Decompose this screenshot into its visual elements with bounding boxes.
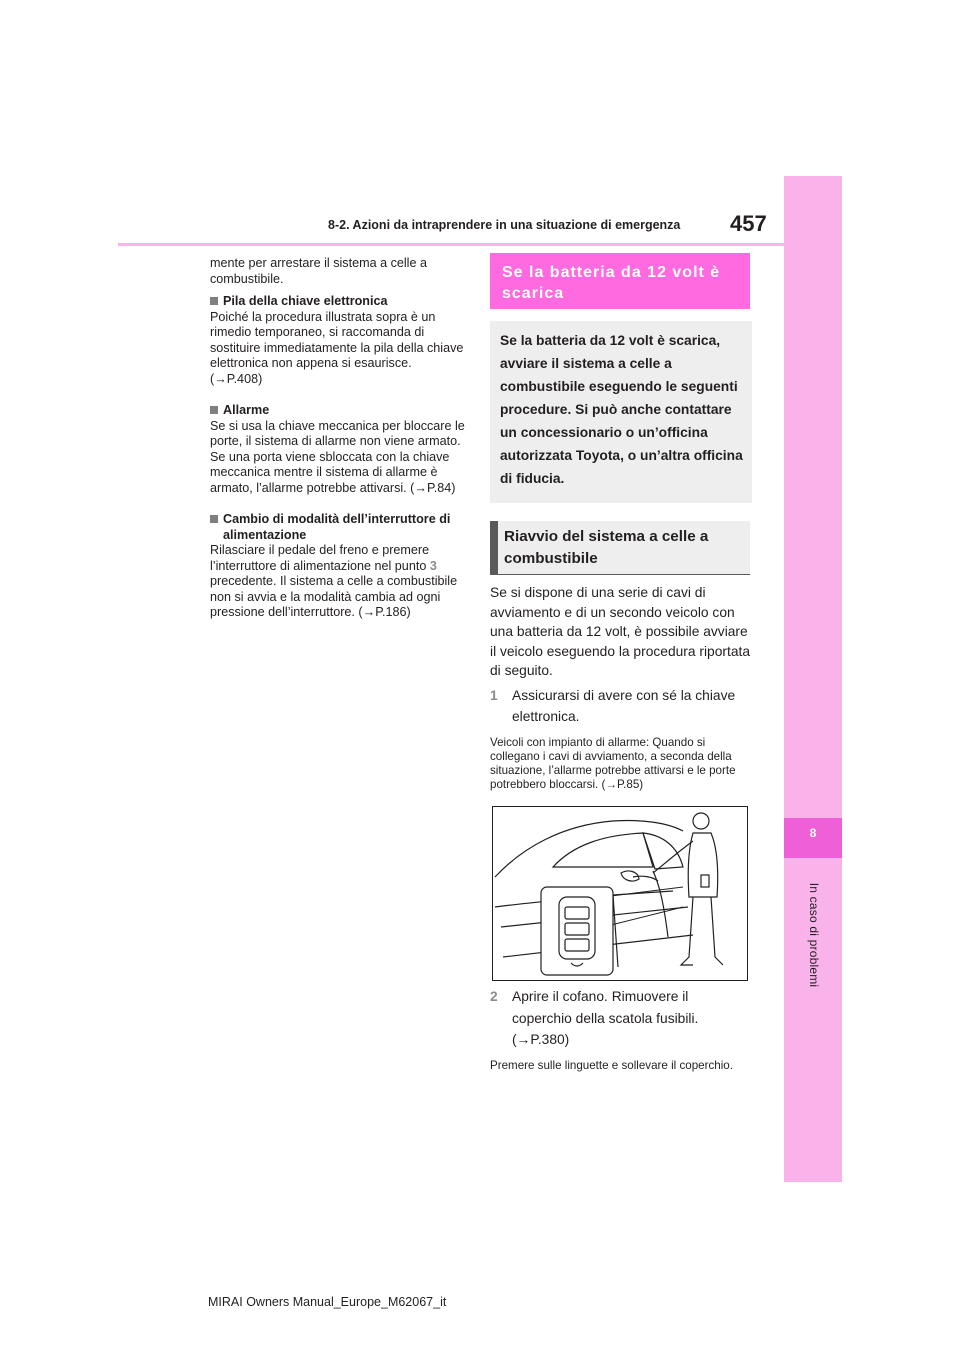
car-door-key-illustration: [492, 806, 748, 981]
section-heading: Pila della chiave elettronica: [223, 294, 388, 308]
car-illustration-svg: [493, 807, 748, 981]
section-pila: [210, 294, 468, 387]
header-divider: [118, 243, 784, 246]
section-body: [210, 543, 468, 621]
section-body-part: Rilasciare il pedale del freno e premere l’interruttore di alimentazione nel punto: [210, 543, 430, 573]
step-number: 1: [490, 687, 498, 703]
step-2-block: [490, 986, 752, 1073]
procedure-body: [490, 583, 752, 792]
section-heading: Cambio di modalità dell’interruttore di alimentazione: [223, 512, 451, 542]
procedure-intro: Se si dispone di una serie di cavi di avviamento e di un secondo veicolo con una batteria da 12 volt, è possibile avviare il veicolo eseguendo la procedura riportata di seguito.: [490, 585, 751, 678]
summary-text: Se la batteria da 12 volt è scarica, avviare il sistema a celle a combustibile eseguendo le seguenti procedure. Si può anche contattare un concessionario o un’officina autorizzata Toyota, o un’altra officina di fiducia.: [500, 333, 743, 486]
step-note: Veicoli con impianto di allarme: Quando si collegano i cavi di avviamento, a seconda della situazione, l’allarme potrebbe attivarsi e le porte potrebbero bloccarsi. (→P.85): [490, 735, 736, 791]
section-title-battery: Se la batteria da 12 volt è scarica: [502, 264, 721, 302]
section-heading: Allarme: [223, 403, 270, 417]
footer-manual-name: MIRAI Owners Manual_Europe_M62067_it: [208, 1295, 447, 1309]
square-bullet-icon: [210, 406, 218, 414]
step-number: 2: [490, 989, 498, 1004]
step-item: [490, 685, 752, 728]
page-reference: (→P.408): [210, 371, 263, 386]
step-note: Premere sulle linguette e sollevare il coperchio.: [490, 1058, 733, 1072]
subsection-accent-bar: [490, 521, 498, 574]
chapter-number: 8: [809, 826, 817, 840]
header-section-title: 8-2. Azioni da intraprendere in una situazione di emergenza: [328, 218, 681, 232]
square-bullet-icon: [210, 297, 218, 305]
page-number: 457: [730, 211, 767, 236]
left-intro-text: mente per arrestare il sistema a celle a combustibile.: [210, 256, 427, 286]
section-body: Poiché la procedura illustrata sopra è un rimedio temporaneo, si raccomanda di sostituire immediatamente la pila della chiave elettronica non appena si esaurisce.: [210, 309, 464, 370]
subsection-title: Riavvio del sistema a celle a combustibile: [504, 528, 709, 567]
section-cambio-modalita: [210, 512, 468, 621]
step-text: Aprire il cofano. Rimuovere il coperchio della scatola fusibili. (→P.380): [512, 989, 699, 1047]
step-item: [490, 986, 752, 1051]
section-body-part: precedente. Il sistema a celle a combustibile non si avvia e la modalità cambia ad ogni pressione dell’interruttore. (→P.186): [210, 574, 458, 619]
square-bullet-icon: [210, 515, 218, 523]
subsection-underline: [490, 574, 750, 575]
section-allarme: [210, 403, 468, 496]
section-body: Se si usa la chiave meccanica per bloccare le porte, il sistema di allarme non viene armato. Se una porta viene sbloccata con la chiave meccanica mentre il sistema di allarme è armato, l’allarme potrebbe attivarsi. (→P.84): [210, 418, 465, 495]
chapter-title-vertical: In caso di problemi: [807, 882, 821, 988]
step-reference: 3: [429, 558, 437, 573]
step-text: Assicurarsi di avere con sé la chiave elettronica.: [512, 687, 736, 724]
